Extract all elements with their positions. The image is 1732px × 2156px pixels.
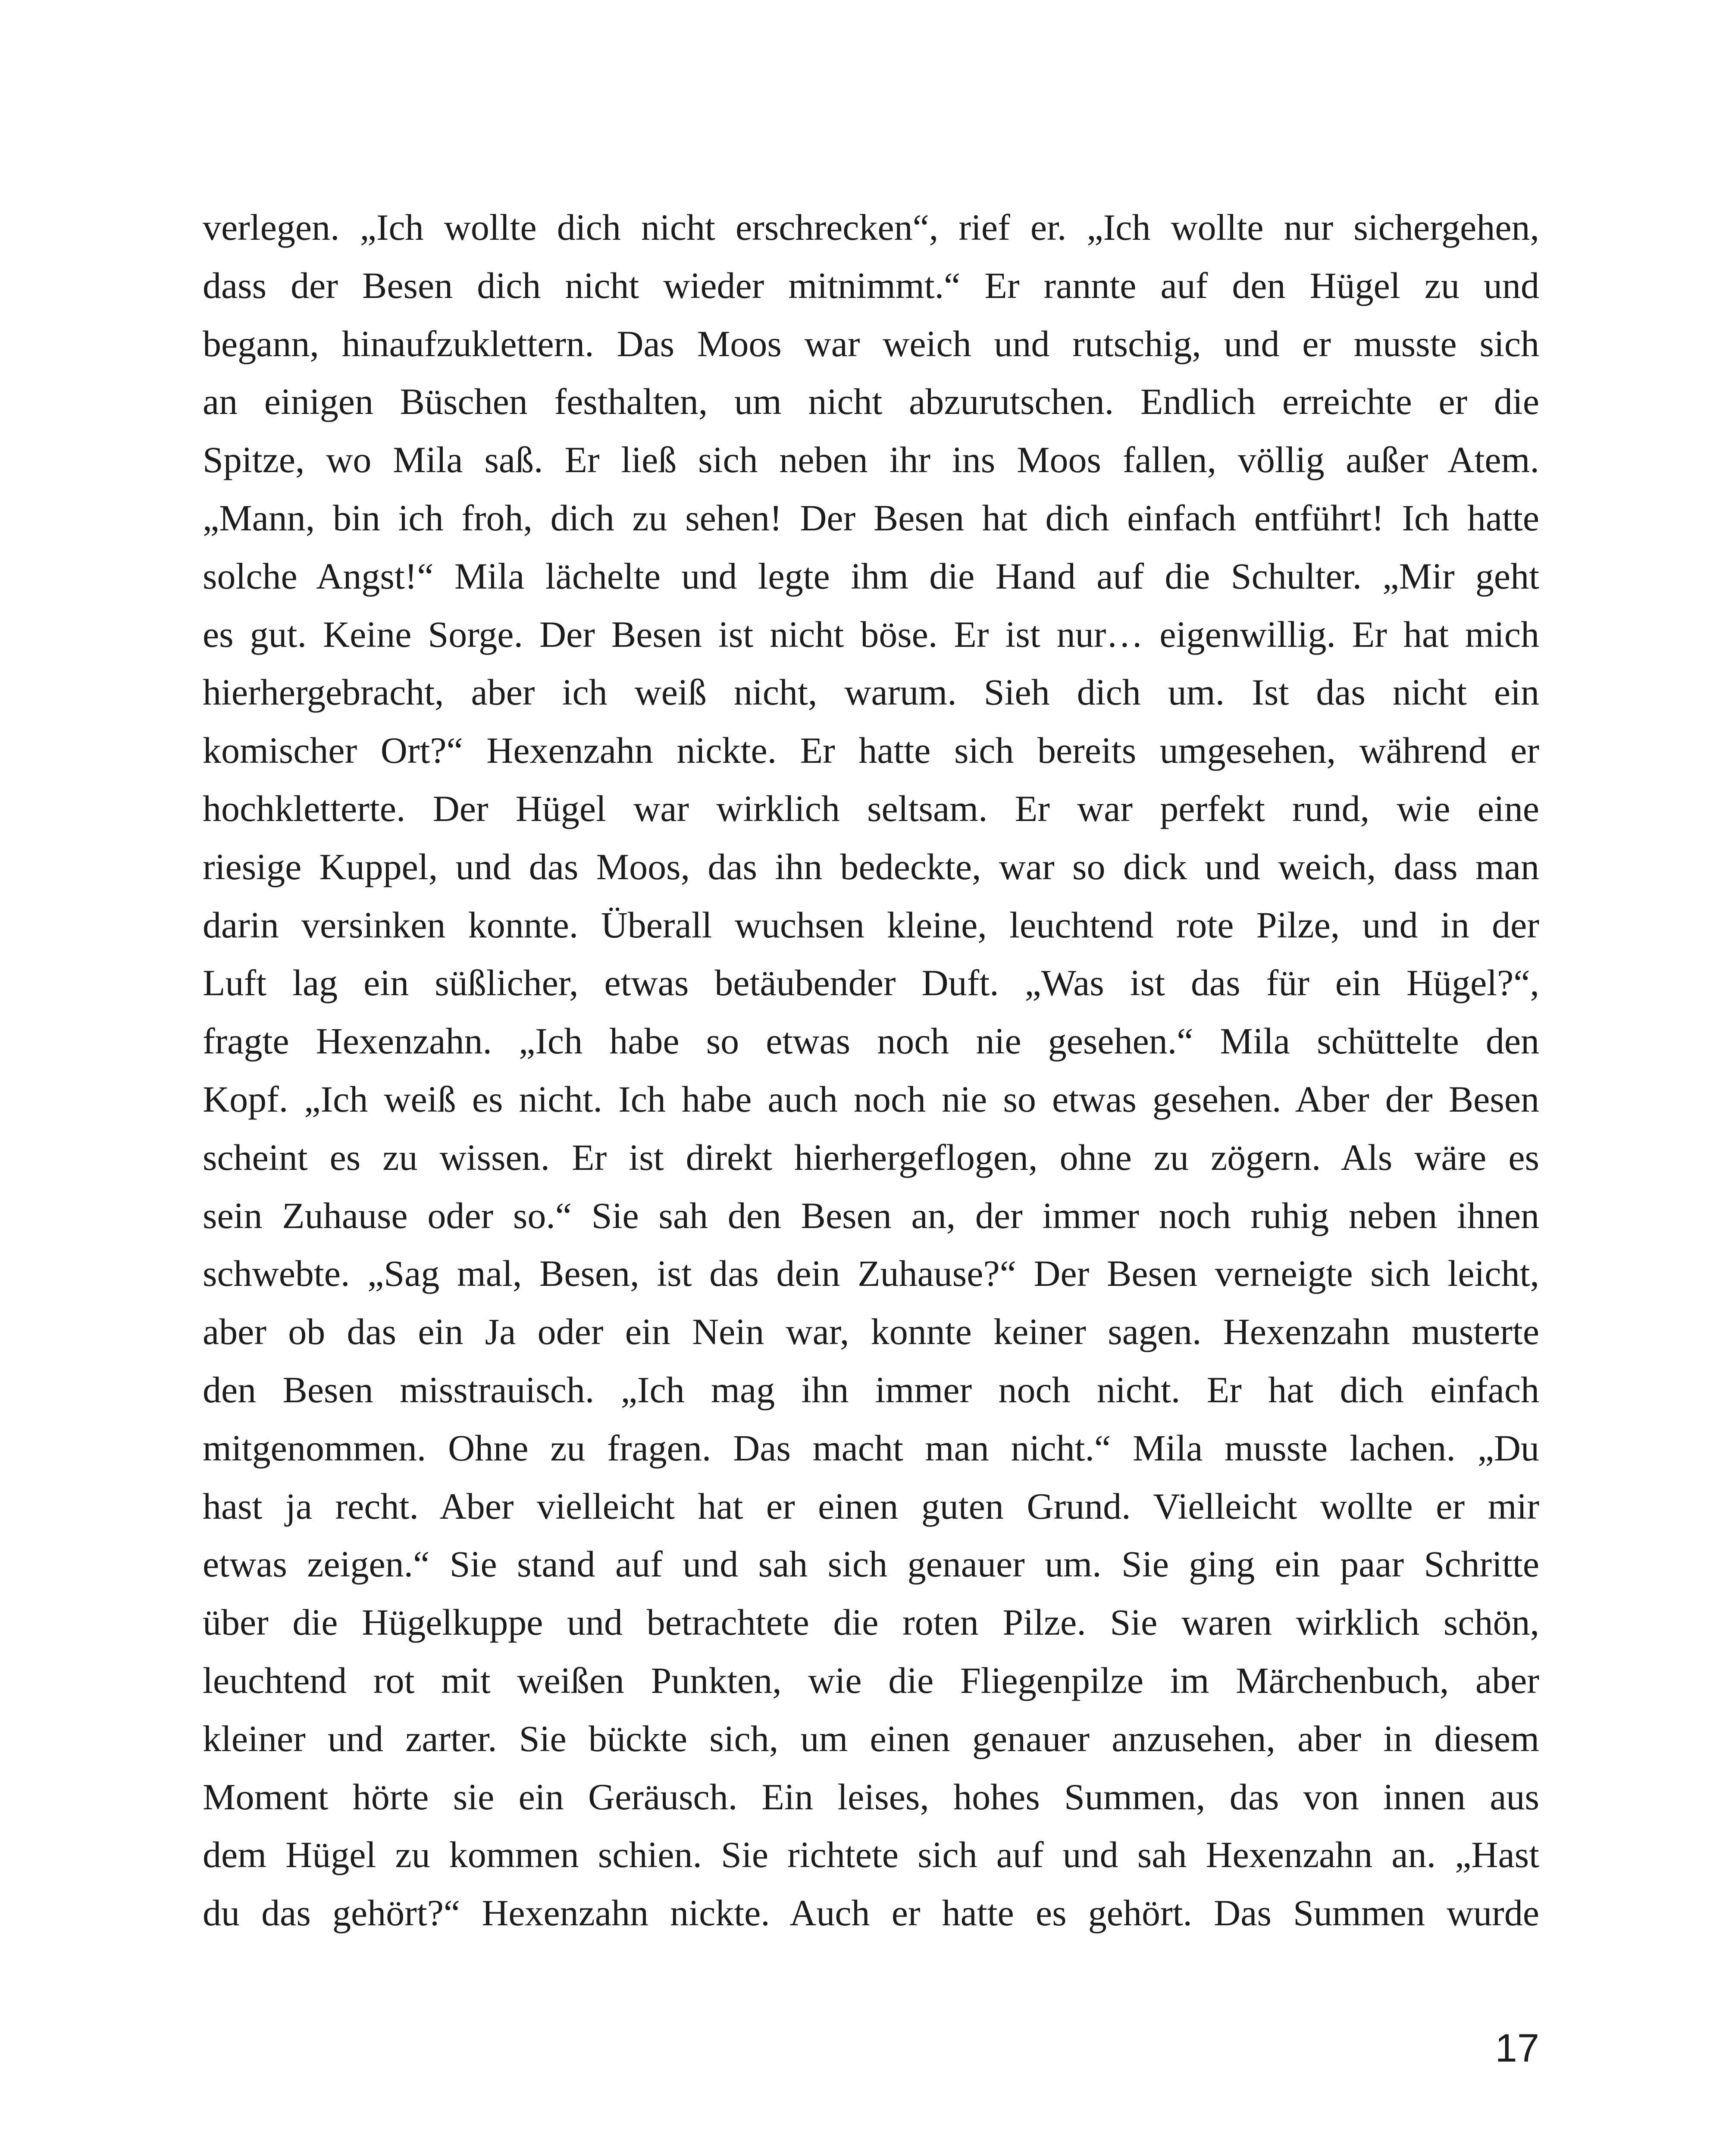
text-line: mitgenommen. Ohne zu fragen. Das macht man nicht.“ Mila musste lachen. „Du xyxy=(203,1427,1539,1469)
text-line: verlegen. „Ich wollte dich nicht erschrecken“, rief er. „Ich wollte nur sichergehen, xyxy=(203,207,1539,248)
text-line: hochkletterte. Der Hügel war wirklich seltsam. Er war perfekt rund, wie eine xyxy=(203,787,1539,829)
text-line: es gut. Keine Sorge. Der Besen ist nicht böse. Er ist nur… eigenwillig. Er hat mich xyxy=(203,613,1539,655)
text-line: hast ja recht. Aber vielleicht hat er einen guten Grund. Vielleicht wollte er mir xyxy=(203,1485,1539,1527)
text-line: hierhergebracht, aber ich weiß nicht, warum. Sieh dich um. Ist das nicht ein xyxy=(203,671,1539,713)
text-line: etwas zeigen.“ Sie stand auf und sah sich genauer um. Sie ging ein paar Schritte xyxy=(203,1543,1539,1585)
text-line: Moment hörte sie ein Geräusch. Ein leises, hohes Summen, das von innen aus xyxy=(203,1776,1539,1818)
text-line: an einigen Büschen festhalten, um nicht abzurutschen. Endlich erreichte er die xyxy=(203,381,1539,423)
text-line: solche Angst!“ Mila lächelte und legte ihm die Hand auf die Schulter. „Mir geht xyxy=(203,555,1539,597)
text-line: leuchtend rot mit weißen Punkten, wie die Fliegenpilze im Märchenbuch, aber xyxy=(203,1659,1539,1701)
text-line: scheint es zu wissen. Er ist direkt hierhergeflogen, ohne zu zögern. Als wäre es xyxy=(203,1136,1539,1178)
text-line: kleiner und zarter. Sie bückte sich, um einen genauer anzusehen, aber in diesem xyxy=(203,1717,1539,1759)
text-line: komischer Ort?“ Hexenzahn nickte. Er hatte sich bereits umgesehen, während er xyxy=(203,730,1539,771)
text-line: „Mann, bin ich froh, dich zu sehen! Der Besen hat dich einfach entführt! Ich hatte xyxy=(203,497,1539,539)
text-line: den Besen misstrauisch. „Ich mag ihn immer noch nicht. Er hat dich einfach xyxy=(203,1369,1539,1410)
text-line: schwebte. „Sag mal, Besen, ist das dein Zuhause?“ Der Besen verneigte sich leicht, xyxy=(203,1253,1539,1294)
text-line: darin versinken konnte. Überall wuchsen kleine, leuchtend rote Pilze, und in der xyxy=(203,904,1539,946)
text-line: du das gehört?“ Hexenzahn nickte. Auch er hatte es gehört. Das Summen wurde xyxy=(203,1892,1539,1934)
text-line: fragte Hexenzahn. „Ich habe so etwas noch nie gesehen.“ Mila schüttelte den xyxy=(203,1020,1539,1062)
text-line: aber ob das ein Ja oder ein Nein war, konnte keiner sagen. Hexenzahn musterte xyxy=(203,1311,1539,1353)
text-line: dass der Besen dich nicht wieder mitnimmt.“ Er rannte auf den Hügel zu und xyxy=(203,264,1539,306)
text-line: dem Hügel zu kommen schien. Sie richtete sich auf und sah Hexenzahn an. „Hast xyxy=(203,1834,1539,1876)
text-line: sein Zuhause oder so.“ Sie sah den Besen an, der immer noch ruhig neben ihnen xyxy=(203,1194,1539,1236)
page-number: 17 xyxy=(1495,2026,1539,2070)
text-line: begann, hinaufzuklettern. Das Moos war weich und rutschig, und er musste sich xyxy=(203,323,1539,364)
text-line: Luft lag ein süßlicher, etwas betäubender Duft. „Was ist das für ein Hügel?“, xyxy=(203,962,1539,1004)
body-text xyxy=(203,198,1539,1942)
text-line: Kopf. „Ich weiß es nicht. Ich habe auch noch nie so etwas gesehen. Aber der Besen xyxy=(203,1078,1539,1120)
text-line: riesige Kuppel, und das Moos, das ihn bedeckte, war so dick und weich, dass man xyxy=(203,846,1539,887)
text-line: Spitze, wo Mila saß. Er ließ sich neben ihr ins Moos fallen, völlig außer Atem. xyxy=(203,439,1539,481)
text-line: über die Hügelkuppe und betrachtete die roten Pilze. Sie waren wirklich schön, xyxy=(203,1601,1539,1643)
